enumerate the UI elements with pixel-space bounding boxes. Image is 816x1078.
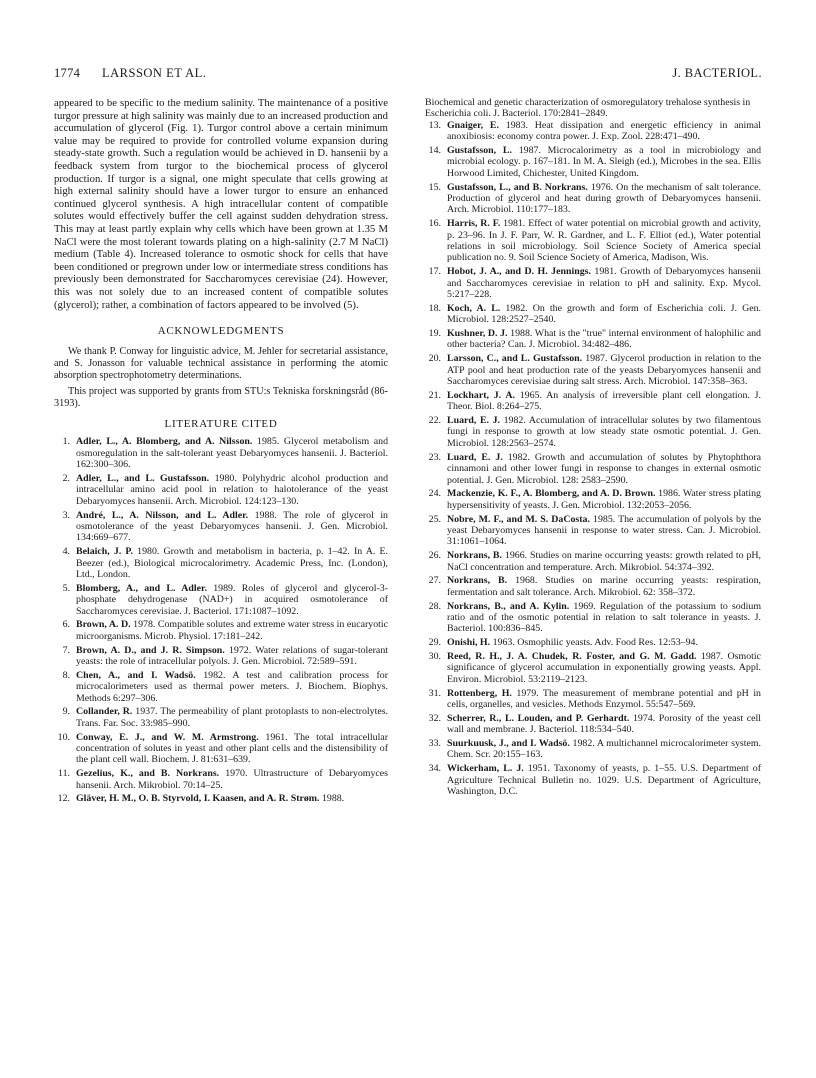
- reference-item: 1. Adler, L., A. Blomberg, and A. Nilsson. 1985. Glycerol metabolism and osmoregulation in the salt-tolerant yeast Debaryomyces hansenii. J. Bacteriol. 162:300–306.: [62, 436, 389, 471]
- reference-item: 30. Reed, R. H., J. A. Chudek, R. Foster, and G. M. Gadd. 1987. Osmotic significance of glycerol accumulation in exponentially growing yeasts. Appl. Environ. Microbiol. 53:2119–2123.: [428, 650, 762, 685]
- reference-item: 28. Norkrans, B., and A. Kylin. 1969. Regulation of the potassium to sodium ratio and of the osmotic potential in relation to salt tolerance in yeasts. J. Bacteriol. 100:836–845.: [428, 600, 762, 635]
- reference-item: 6. Brown, A. D. 1978. Compatible solutes and extreme water stress in eucaryotic microorganisms. Microb. Physiol. 17:181–242.: [62, 619, 388, 642]
- reference-item: 29. Onishi, H. 1963. Osmophilic yeasts. Adv. Food Res. 12:53–94.: [428, 637, 698, 649]
- reference-item: 32. Scherrer, R., L. Louden, and P. Gerhardt. 1974. Porosity of the yeast cell wall and membrane. J. Bacteriol. 118:534–540.: [428, 712, 762, 736]
- reference-item: 5. Blomberg, A., and L. Adler. 1989. Roles of glycerol and glycerol-3-phosphate dehydrogenase (NAD+) in acquired osmotolerance of Saccharomyces cerevisiae. J. Bacteriol. 171:1087–1092.: [62, 582, 389, 617]
- reference-continuation: Biochemical and genetic characterization of osmoregulatory trehalose synthesis in Escherichia coli. J. Bacteriol. 170:2841–2849.: [425, 97, 751, 120]
- reference-item: 2. Adler, L., and L. Gustafsson. 1980. Polyhydric alcohol production and intracellular amino acid pool in relation to halotolerance of the yeast Debaryomyces hansenii. Arch. Microbiol. 124:123–130.: [62, 472, 389, 507]
- reference-item: 22. Luard, E. J. 1982. Accumulation of intracellular solutes by two filamentous fungi in response to growth at low steady state osmotic potential. J. Gen. Microbiol. 128:2563–2574.: [428, 415, 761, 449]
- reference-item: 24. Mackenzie, K. F., A. Blomberg, and A. D. Brown. 1986. Water stress plating hypersensitivity of yeasts. J. Gen. Microbiol. 132:2053–2056.: [428, 488, 761, 511]
- running-header: [54, 66, 762, 86]
- literature-cited-heading: LITERATURE CITED: [164, 417, 278, 430]
- reference-item: 17. Hobot, J. A., and D. H. Jennings. 1981. Growth of Debaryomyces hansenii and Saccharomyces cerevisiae in relation to pH and salinity. Exp. Mycol. 5:217–228.: [428, 266, 762, 301]
- reference-item: 13. Gnaiger, E. 1983. Heat dissipation and energetic efficiency in animal anoxibiosis: economy contra power. J. Exp. Zool. 228:471–490.: [428, 119, 762, 143]
- left-column: [54, 97, 388, 807]
- reference-item: 19. Kushner, D. J. 1988. What is the "true" internal environment of halophilic and other bacteria? Can. J. Microbiol. 34:482–486.: [428, 328, 761, 351]
- right-column: [425, 97, 761, 800]
- reference-item: 10. Conway, E. J., and W. M. Armstrong. 1961. The total intracellular concentration of solutes in yeast and other plant cells and the distensibility of the plant cell wall. Biochem. J. 81:631–639.: [57, 731, 388, 766]
- reference-item: 3. André, L., A. Nilsson, and L. Adler. 1988. The role of glycerol in osmotolerance of the yeast Debaryomyces hansenii. J. Gen. Microbiol. 134:669–677.: [62, 509, 388, 544]
- reference-item: 34. Wickerham, L. J. 1951. Taxonomy of yeasts, p. 1–55. U.S. Department of Agriculture Technical Bulletin no. 1029. U.S. Department of Agriculture, Washington, D.C.: [428, 763, 761, 797]
- reference-item: 12. Gläver, H. M., O. B. Styrvold, I. Kaasen, and A. R. Strøm. 1988.: [57, 793, 345, 805]
- reference-item: 11. Gezelius, K., and B. Norkrans. 1970. Ultrastructure of Debaryomyces hansenii. Arch. Mikrobiol. 70:14–25.: [58, 768, 389, 791]
- funding-paragraph: This project was supported by grants from STU:s Tekniska forskningsråd (86-3193).: [54, 385, 388, 409]
- reference-item: 33. Suurkuusk, J., and I. Wadsö. 1982. A multichannel microcalorimeter system. Chem. Scr. 20:155–163.: [428, 737, 762, 761]
- reference-item: 26. Norkrans, B. 1966. Studies on marine occurring yeasts: growth related to pH, NaCl concentration and temperature. Arch. Mikrobiol. 54:374–392.: [428, 550, 762, 573]
- journal-name: J. BACTERIOL.: [672, 66, 762, 80]
- acknowledgments-paragraph: We thank P. Conway for linguistic advice, M. Jehler for secretarial assistance, and S. Jonasson for valuable technical assistance in performing the atomic absorption spectrophotometry determinations.: [54, 345, 388, 381]
- reference-item: 18. Koch, A. L. 1982. On the growth and form of Escherichia coli. J. Gen. Microbiol. 128:2527–2540.: [428, 302, 761, 326]
- reference-item: 7. Brown, A. D., and J. R. Simpson. 1972. Water relations of sugar-tolerant yeasts: the role of intracellular polyols. J. Gen. Microbiol. 72:589–591.: [62, 644, 388, 667]
- reference-item: 16. Harris, R. F. 1981. Effect of water potential on microbial growth and activity, p. 23–96. In J. F. Parr, W. R. Gardner, and L. F. Elliot (ed.), Water potential relations in soil microbiology. Soil Science Society of America special publication no. 9. Soil Science Society of America, Madison, Wis.: [428, 218, 762, 264]
- body-paragraph: appeared to be specific to the medium salinity. The maintenance of a positive turgor pressure at high salinity was mainly due to an increased production and accumulation of glycerol (Fig. 1). Turgor control above a certain minimum value may be required to provide for controlled volume expansion during steady-state growth. Such a regulation would be achieved in D. hansenii by a feedback system from turgor to the biochemical process of glycerol production. If turgor is a signal, one might speculate that cells growing at high external salinity should have a lower turgor to ensure an enhanced continued glycerol synthesis. A high intracellular content of compatible solutes would effectively buffer the cell against sudden dehydration stress. This may at least partly explain why cells which have been grown at 1.35 M NaCl were the most tolerant towards plating on a high-salinity (2.7 M NaCl) medium (Table 4). Increased tolerance to osmotic shock for cells that have been conditioned or pregrown under low or intermediate stress conditions has previously been demonstrated for Saccharomyces cerevisiae (24). However, this was not solely due to an increased content of compatible solutes (glycerol); rather, a combination of factors appeared to be involved (5).: [54, 97, 388, 311]
- reference-item: 4. Belaich, J. P. 1980. Growth and metabolism in bacteria, p. 1–42. In A. E. Beezer (ed.), Biological microcalorimetry. Academic Press, Inc. (London), Ltd., London.: [62, 546, 389, 580]
- reference-item: 25. Nobre, M. F., and M. S. DaCosta. 1985. The accumulation of polyols by the yeast Debaryomyces hansenii in response to water stress. Can. J. Microbiol. 31:1061–1064.: [428, 513, 761, 548]
- reference-item: 15. Gustafsson, L., and B. Norkrans. 1976. On the mechanism of salt tolerance. Production of glycerol and heat during growth of Debaryomyces hansenii. Arch. Microbiol. 110:177–183.: [428, 181, 762, 216]
- reference-item: 14. Gustafsson, L. 1987. Microcalorimetry as a tool in microbiology and microbial ecology. p. 167–181. In M. A. Sleigh (ed.), Microbes in the sea. Ellis Horwood Limited, Chichester, United Kingdom.: [428, 145, 762, 179]
- reference-item: 23. Luard, E. J. 1982. Growth and accumulation of solutes by Phytophthora cinnamoni and other lower fungi in response to changes in external osmotic potential. J. Gen. Microbiol. 128: 2583–2590.: [428, 451, 762, 486]
- page-number: 1774: [54, 66, 81, 80]
- acknowledgments-heading: ACKNOWLEDGMENTS: [157, 325, 285, 338]
- reference-item: 27. Norkrans, B. 1968. Studies on marine occurring yeasts: respiration, fermentation and salt tolerance. Arch. Mikrobiol. 62: 358–372.: [428, 575, 761, 598]
- running-authors: LARSSON ET AL.: [102, 66, 207, 80]
- reference-item: 9. Collander, R. 1937. The permeability of plant protoplasts to non-electrolytes. Trans. Far. Soc. 33:985–990.: [62, 706, 389, 729]
- reference-item: 31. Rottenberg, H. 1979. The measurement of membrane potential and pH in cells, organelles, and vesicles. Methods Enzymol. 55:547–569.: [428, 687, 761, 710]
- reference-list-left: [54, 436, 388, 804]
- reference-item: 8. Chen, A., and I. Wadsö. 1982. A test and calibration process for microcalorimeters used as thermal power meters. J. Biochem. Biophys. Methods 6:297–306.: [62, 669, 388, 704]
- reference-item: 21. Lockhart, J. A. 1965. An analysis of irreversible plant cell elongation. J. Theor. Biol. 8:264–275.: [428, 389, 761, 413]
- reference-item: 20. Larsson, C., and L. Gustafsson. 1987. Glycerol production in relation to the ATP pool and heat production rate of the yeasts Debaryomyces hansenii and Saccharomyces cerevisiae during salt stress. Arch. Microbiol. 147:358–363.: [428, 353, 761, 388]
